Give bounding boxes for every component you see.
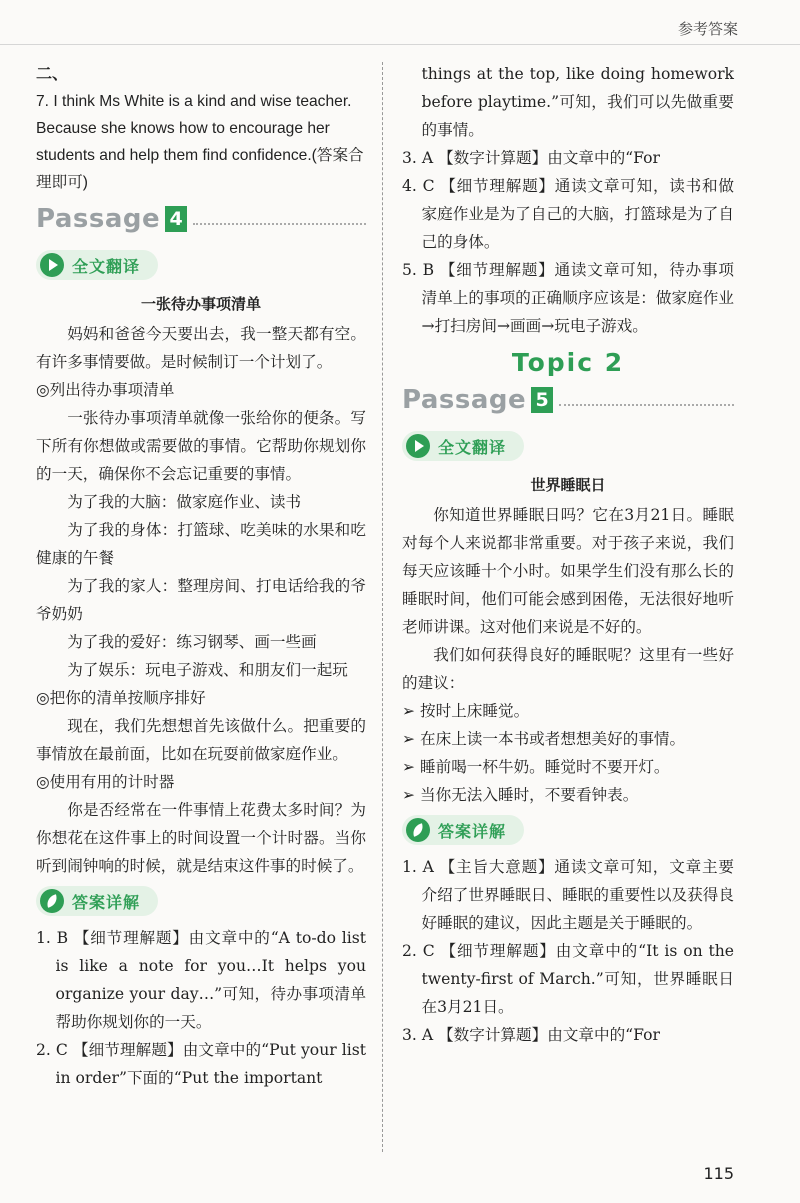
play-icon [406,434,430,458]
paragraph: 妈妈和爸爸今天要出去，我一整天都有空。有许多事情要做。是时候制订一个计划了。 [36,325,366,371]
question-7-answer: 7. I think Ms White is a kind and wise teacher. Because she knows how to encourage her students and help them find confidence.(答案合理即可) [36,93,364,191]
column-divider [382,62,383,1152]
passage-word: Passage [402,385,527,415]
passage-4-heading [36,204,366,234]
translation-label [36,250,158,280]
answer-item: 2. C 【细节理解题】由文章中的“It is on the twenty-first of March.”可知，世界睡眠日在3月21日。 [402,942,734,1016]
paragraph: 你知道世界睡眠日吗？它在3月21日。睡眠对每个人来说都非常重要。对于孩子来说，我们每天应该睡十个小时。如果学生们没有那么长的睡眠时间，他们可能会感到困倦，无法很好地听老师讲课。这对他们来说是不好的。 [402,506,734,636]
answers-label [36,886,158,916]
dotted-rule [193,223,366,225]
list-item: 为了我的家人：整理房间、打电话给我的爷爷奶奶 [36,577,366,623]
answers-label [402,815,524,845]
header-rule [0,44,800,45]
passage-number: 4 [165,206,187,232]
answer-item: 1. A 【主旨大意题】通读文章可知，文章主要介绍了世界睡眠日、睡眠的重要性以及获得良好睡眠的建议，因此主题是关于睡眠的。 [402,858,734,932]
leaf-icon [406,818,430,842]
answer-item: 3. A 【数字计算题】由文章中的“For [402,1026,660,1044]
passage-number: 5 [531,387,553,413]
subheading: ◎把你的清单按顺序排好 [36,689,206,707]
paragraph: 一张待办事项清单就像一张给你的便条。写下所有你想做或需要做的事情。它帮助你规划你的一天，确保你不会忘记重要的事情。 [36,409,366,483]
translation-label-text: 全文翻译 [438,437,507,457]
dotted-rule [559,404,734,406]
answers-label-text: 答案详解 [72,892,141,912]
left-column [36,60,366,1092]
answers-label-text: 答案详解 [438,821,507,841]
paragraph: 现在，我们先想想首先该做什么。把重要的事情放在最前面，比如在玩耍前做家庭作业。 [36,717,366,763]
bullet-item: ➢ 在床上读一本书或者想想美好的事情。 [402,730,686,748]
chinese-title: 世界睡眠日 [530,476,606,494]
topic-heading: Topic 2 [511,348,625,377]
subheading: ◎列出待办事项清单 [36,381,175,399]
bullet-item: ➢ 按时上床睡觉。 [402,702,530,720]
header-title: 参考答案 [677,20,738,38]
paragraph: 你是否经常在一件事情上花费太多时间？为你想花在这件事上的时间设置一个计时器。当你听到闹钟响的时候，就是结束这件事的时候了。 [36,801,366,875]
answer-item: 5. B 【细节理解题】通读文章可知，待办事项清单上的事项的正确顺序应该是：做家庭作业→打扫房间→画画→玩电子游戏。 [402,261,734,335]
paragraph: 我们如何获得良好的睡眠呢？这里有一些好的建议： [402,646,734,692]
answer-item: 4. C 【细节理解题】通读文章可知，读书和做家庭作业是为了自己的大脑，打篮球是为了自己的身体。 [402,177,734,251]
answer-item: 2. C 【细节理解题】由文章中的“Put your list in order”下面的“Put the important [36,1041,366,1087]
subheading: ◎使用有用的计时器 [36,773,175,791]
answer-item: 1. B 【细节理解题】由文章中的“A to-do list is like a note for you…It helps you organize your day…”可知，待办事项清单帮助你规划你的一天。 [36,929,366,1031]
list-item: 为了娱乐：玩电子游戏、和朋友们一起玩 [67,661,348,679]
leaf-icon [40,889,64,913]
passage-word: Passage [36,204,161,234]
page-number: 115 [703,1164,734,1183]
bullet-item: ➢ 睡前喝一杯牛奶。睡觉时不要开灯。 [402,758,670,776]
translation-label [402,431,524,461]
answer-item: 3. A 【数字计算题】由文章中的“For [402,149,660,167]
list-item: 为了我的爱好：练习钢琴、画一些画 [67,633,317,651]
passage-5-heading [402,385,734,415]
chinese-title: 一张待办事项清单 [140,295,261,313]
section-heading: 二、 [36,64,69,83]
translation-label-text: 全文翻译 [72,256,141,276]
play-icon [40,253,64,277]
list-item: 为了我的身体：打篮球、吃美味的水果和吃健康的午餐 [36,521,366,567]
bullet-item: ➢ 当你无法入睡时，不要看钟表。 [402,786,639,804]
answer-continuation: things at the top, like doing homework before playtime.”可知，我们可以先做重要的事情。 [421,65,734,139]
right-column [402,60,734,1049]
list-item: 为了我的大脑：做家庭作业、读书 [67,493,302,511]
